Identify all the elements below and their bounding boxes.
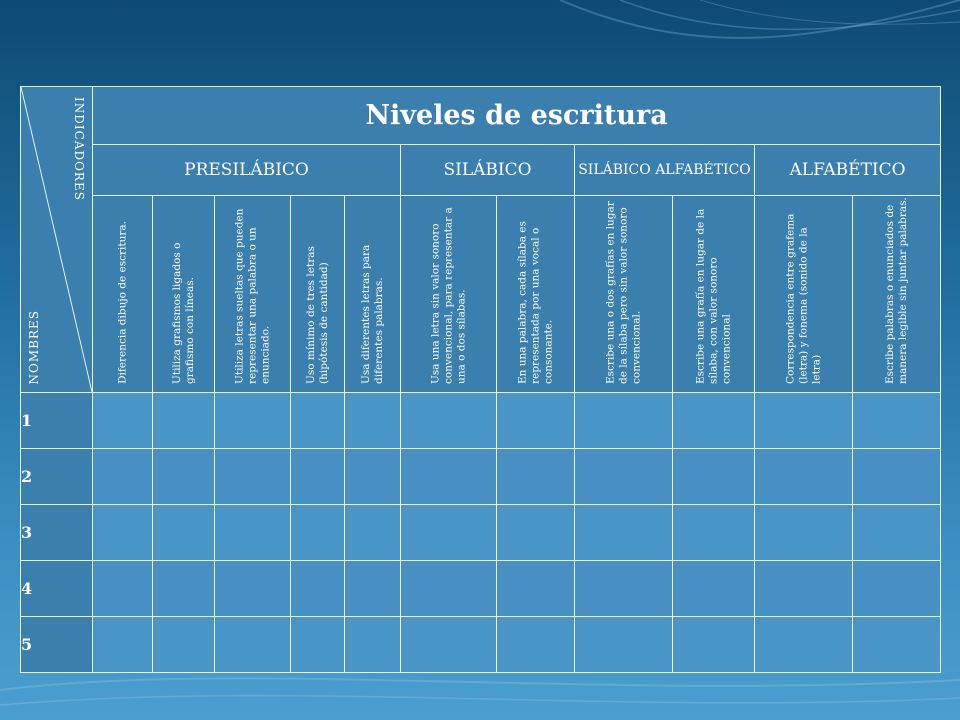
indicator-text: Utiliza grafismos ligados o grafismo con líneas. (170, 242, 196, 384)
table-cell[interactable] (401, 505, 497, 561)
indicator-header-cell (345, 196, 401, 393)
indicator-text: En una palabra, cada sílaba es representada por una vocal o consonante. (516, 221, 554, 384)
row-number: 1 (21, 393, 93, 449)
student-rows (21, 393, 941, 673)
indicator-text: Escribe palabras o enunciados de manera legible sin juntar palabras. (883, 197, 909, 384)
table-cell[interactable] (853, 393, 941, 449)
table-row (21, 561, 941, 617)
table-cell[interactable] (673, 449, 755, 505)
indicator-header-cell (497, 196, 575, 393)
table-cell[interactable] (215, 505, 291, 561)
table-cell[interactable] (755, 393, 853, 449)
table-cell[interactable] (153, 449, 215, 505)
indicator-header-cell (673, 196, 755, 393)
category-silabico: SILÁBICO (401, 145, 575, 196)
table-cell[interactable] (401, 449, 497, 505)
table-row (21, 505, 941, 561)
indicator-header-cell (575, 196, 673, 393)
table-row (21, 617, 941, 673)
table-cell[interactable] (291, 393, 345, 449)
table-cell[interactable] (575, 505, 673, 561)
table-cell[interactable] (497, 505, 575, 561)
table-cell[interactable] (291, 505, 345, 561)
table-row (21, 393, 941, 449)
table-cell[interactable] (497, 393, 575, 449)
indicadores-label: INDICADORES (72, 97, 86, 201)
table-cell[interactable] (497, 617, 575, 673)
table-cell[interactable] (93, 449, 153, 505)
table-cell[interactable] (853, 561, 941, 617)
indicator-header-cell (401, 196, 497, 393)
table-cell[interactable] (497, 561, 575, 617)
table-cell[interactable] (215, 393, 291, 449)
indicator-text: Escribe una o dos grafías en lugar de la sílaba pero sin valor sonoro convencional. (604, 201, 642, 384)
table-cell[interactable] (575, 561, 673, 617)
writing-levels-table (20, 86, 941, 673)
indicator-text: Diferencia dibujo de escritura. (116, 221, 128, 384)
indicator-text: Uso mínimo de tres letras (hipótesis de cantidad) (304, 246, 330, 384)
table-cell[interactable] (93, 393, 153, 449)
table-cell[interactable] (755, 561, 853, 617)
table-cell[interactable] (153, 505, 215, 561)
row-number: 3 (21, 505, 93, 561)
table-cell[interactable] (401, 561, 497, 617)
table-cell[interactable] (215, 449, 291, 505)
indicator-header-cell (215, 196, 291, 393)
table-cell[interactable] (93, 617, 153, 673)
table-cell[interactable] (575, 617, 673, 673)
table-cell[interactable] (345, 617, 401, 673)
table-cell[interactable] (673, 505, 755, 561)
indicator-header-cell (93, 196, 153, 393)
table-cell[interactable] (215, 617, 291, 673)
indicator-header-cell (291, 196, 345, 393)
table-cell[interactable] (755, 617, 853, 673)
indicator-text: Utiliza letras sueltas que pueden representar una palabra o un enunciado. (233, 208, 271, 384)
nombres-label: NOMBRES (27, 309, 41, 384)
table-cell[interactable] (153, 561, 215, 617)
corner-header-cell (21, 87, 93, 393)
table-cell[interactable] (575, 449, 673, 505)
indicator-header-cell (153, 196, 215, 393)
table-cell[interactable] (673, 561, 755, 617)
table-cell[interactable] (345, 449, 401, 505)
table-cell[interactable] (153, 393, 215, 449)
indicator-header-cell (853, 196, 941, 393)
table-cell[interactable] (345, 505, 401, 561)
table-cell[interactable] (345, 393, 401, 449)
table-cell[interactable] (673, 617, 755, 673)
table-cell[interactable] (673, 393, 755, 449)
table-row (21, 449, 941, 505)
table-cell[interactable] (853, 505, 941, 561)
table-cell[interactable] (755, 505, 853, 561)
row-number: 5 (21, 617, 93, 673)
indicator-header-cell (755, 196, 853, 393)
table-cell[interactable] (291, 561, 345, 617)
row-number: 4 (21, 561, 93, 617)
table-cell[interactable] (345, 561, 401, 617)
table-cell[interactable] (291, 449, 345, 505)
table-title: Niveles de escritura (93, 87, 941, 145)
indicator-text: Usa diferentes letras para diferentes palabras. (359, 244, 385, 384)
indicator-text: Usa una letra sin valor sonoro convencional, para representar a una o dos sílabas. (429, 207, 467, 384)
table-cell[interactable] (153, 617, 215, 673)
table-cell[interactable] (497, 449, 575, 505)
indicator-text: Correspondencia entre grafema (letra) y fonema (sonido de la letra) (784, 213, 822, 384)
indicator-text: Escribe una grafía en lugar de la sílaba, con valor sonoro convencional (694, 208, 732, 384)
category-presilabico: PRESILÁBICO (93, 145, 401, 196)
category-alfabetico: ALFABÉTICO (755, 145, 941, 196)
table-cell[interactable] (93, 505, 153, 561)
table-cell[interactable] (291, 617, 345, 673)
row-number: 2 (21, 449, 93, 505)
table-cell[interactable] (575, 393, 673, 449)
table-cell[interactable] (93, 561, 153, 617)
category-silabico-alfabetico: SILÁBICO ALFABÉTICO (575, 145, 755, 196)
table-cell[interactable] (755, 449, 853, 505)
table-cell[interactable] (215, 561, 291, 617)
table-cell[interactable] (853, 617, 941, 673)
table-cell[interactable] (401, 617, 497, 673)
table-cell[interactable] (401, 393, 497, 449)
table-cell[interactable] (853, 449, 941, 505)
